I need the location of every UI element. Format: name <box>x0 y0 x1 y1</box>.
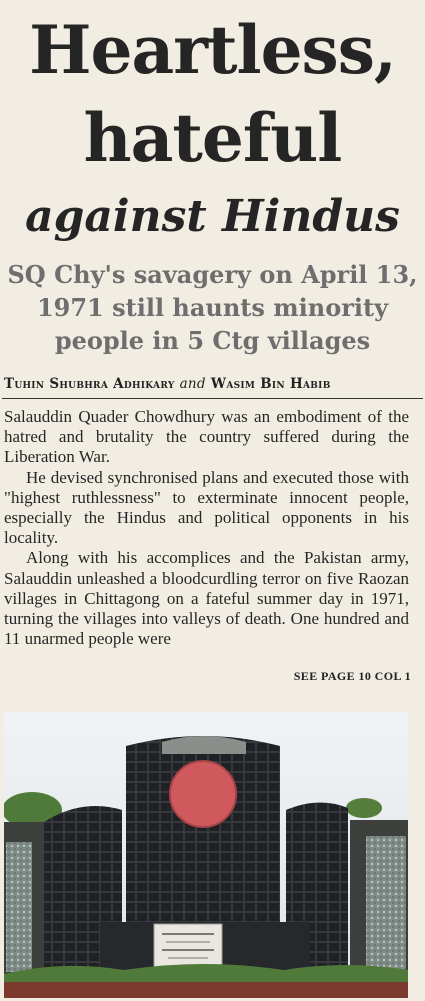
author-1: Tuhin Shubhra Adhikary <box>4 376 175 392</box>
deck-line-2: 1971 still haunts minority <box>36 293 389 322</box>
byline-rule <box>2 398 423 399</box>
byline-and: and <box>179 376 206 392</box>
deck-line-3: people in 5 Ctg villages <box>54 326 371 355</box>
memorial-photo <box>4 712 408 998</box>
deck-line-1: SQ Chy's savagery on April 13, <box>7 260 418 289</box>
author-2: Wasim Bin Habib <box>210 376 331 392</box>
headline-line-1: Heartless, <box>29 11 396 89</box>
byline <box>4 376 421 392</box>
jump-line: SEE PAGE 10 COL 1 <box>293 669 411 683</box>
paragraph-2: He devised synchronised plans and executed those with "highest ruthlessness" to exterminate innocent people, especially the Hindus and political opponents in his locality. <box>4 467 409 548</box>
article-body <box>4 407 409 649</box>
paragraph-1: Salauddin Quader Chowdhury was an embodiment of the hatred and brutality the country suffered during the Liberation War. <box>4 407 409 467</box>
memorial-illustration <box>4 712 408 998</box>
deck-subheadline <box>0 258 425 357</box>
paragraph-3: Along with his accomplices and the Pakistan army, Salauddin unleashed a bloodcurdling terror on five Raozan villages in Chittagong on a fateful summer day in 1971, turning the villages into valleys of death. One hundred and 11 unarmed people were <box>4 548 409 649</box>
headline-line-2: hateful <box>83 99 342 177</box>
headline-line-3: against Hindus <box>25 191 400 242</box>
